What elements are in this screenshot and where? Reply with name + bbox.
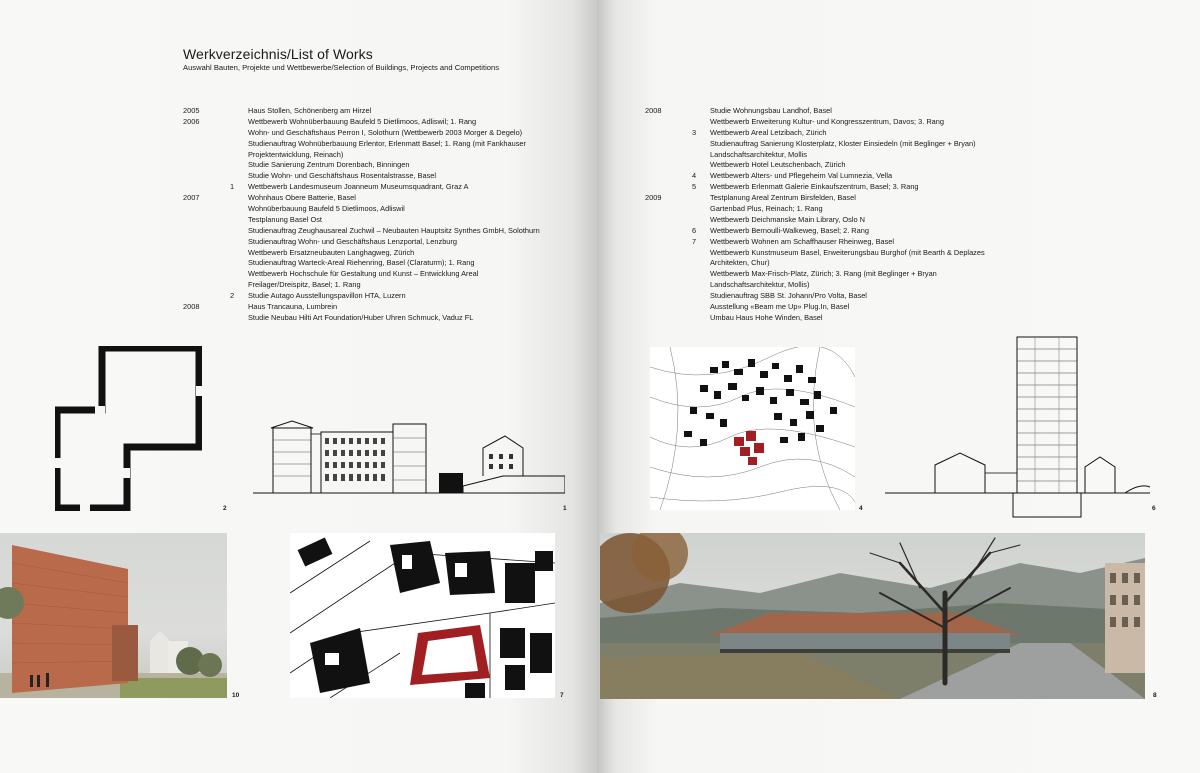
list-item bbox=[645, 215, 975, 226]
figure-ref bbox=[230, 237, 248, 248]
year-label bbox=[645, 237, 692, 248]
work-title: Wohnüberbauung Baufeld 5 Dietlimoos, Adliswil bbox=[248, 204, 405, 214]
year-label bbox=[183, 280, 230, 291]
figure-ref bbox=[692, 313, 710, 324]
work-title: Wettbewerb Wohnüberbauung Baufeld 5 Dietlimoos, Adliswil; 1. Rang bbox=[248, 116, 477, 126]
figure-ref bbox=[692, 258, 710, 269]
list-item bbox=[183, 313, 513, 324]
list-item bbox=[183, 171, 513, 182]
work-title: Wohnhaus Obere Batterie, Basel bbox=[248, 193, 356, 203]
figure-ref bbox=[230, 313, 248, 324]
list-item bbox=[183, 269, 513, 280]
work-title: Landschaftsarchitektur, Mollis) bbox=[710, 280, 810, 290]
work-title: Studie Wohn- und Geschäftshaus Rosentalstrasse, Basel bbox=[248, 171, 437, 181]
figure-ref bbox=[692, 106, 710, 117]
list-item bbox=[645, 291, 975, 302]
year-label bbox=[645, 215, 692, 226]
figure-ref bbox=[230, 150, 248, 161]
year-label: 2005 bbox=[183, 106, 200, 115]
year-label bbox=[183, 182, 230, 193]
list-item bbox=[183, 258, 513, 269]
figure-ref: 3 bbox=[692, 127, 697, 137]
list-item bbox=[183, 225, 540, 237]
list-item bbox=[645, 182, 975, 193]
list-item bbox=[183, 127, 523, 139]
list-item bbox=[645, 171, 975, 182]
brick-building-rendering bbox=[0, 533, 227, 698]
figure-ref bbox=[230, 106, 248, 117]
year-label bbox=[645, 313, 692, 324]
year-label: 2008 bbox=[183, 302, 200, 312]
figure-ref bbox=[230, 117, 248, 128]
list-item bbox=[645, 193, 975, 204]
year-label bbox=[645, 160, 692, 171]
list-item bbox=[645, 117, 975, 128]
year-label bbox=[645, 171, 692, 182]
figure-ref bbox=[230, 226, 248, 237]
year-label bbox=[645, 226, 692, 237]
list-item bbox=[645, 204, 975, 215]
figure-ref bbox=[230, 204, 248, 215]
year-label bbox=[645, 269, 692, 280]
list-item bbox=[645, 237, 975, 248]
work-title: Wohn- und Geschäftshaus Perron I, Solothurn (Wettbewerb 2003 Morger & Degelo) bbox=[248, 127, 523, 137]
year-label: 2009 bbox=[645, 193, 662, 203]
work-title: Studienauftrag Wohn- und Geschäftshaus Lenzportal, Lenzburg bbox=[248, 236, 457, 246]
list-item bbox=[645, 313, 975, 324]
figure-number: 6 bbox=[1152, 505, 1156, 512]
year-label bbox=[645, 150, 692, 161]
figure-ref bbox=[692, 291, 710, 302]
year-label bbox=[645, 204, 692, 215]
year-label bbox=[183, 150, 230, 161]
figure-ref bbox=[230, 302, 248, 313]
work-title: Studie Sanierung Zentrum Dorenbach, Binningen bbox=[248, 160, 410, 170]
work-title: Wettbewerb Erlenmatt Galerie Einkaufszentrum, Basel; 3. Rang bbox=[710, 182, 919, 192]
work-title: Studienauftrag Warteck-Areal Riehenring, Basel (Claraturm); 1. Rang bbox=[248, 258, 475, 268]
year-label bbox=[183, 269, 230, 280]
year-label bbox=[183, 237, 230, 248]
work-title: Haus Stollen, Schönenberg am Hirzel bbox=[248, 106, 372, 115]
year-label bbox=[645, 258, 692, 269]
year-label bbox=[183, 226, 230, 237]
figure-ref bbox=[692, 117, 710, 128]
work-title: Wettbewerb Alters- und Pflegeheim Val Lumnezia, Vella bbox=[710, 171, 893, 181]
work-title: Studienauftrag SBB St. Johann/Pro Volta, Basel bbox=[710, 291, 867, 301]
page-title: Werkverzeichnis/List of Works bbox=[183, 46, 373, 62]
figure-ref bbox=[692, 302, 710, 313]
year-label bbox=[645, 291, 692, 302]
figure-ref bbox=[692, 160, 710, 171]
year-label bbox=[183, 258, 230, 269]
figure-ref: 1 bbox=[230, 182, 235, 192]
work-title: Umbau Haus Hohe Winden, Basel bbox=[710, 312, 823, 322]
work-title: Testplanung Areal Zentrum Birsfelden, Basel bbox=[710, 193, 856, 203]
page-subtitle: Auswahl Bauten, Projekte und Wettbewerbe/Selection of Buildings, Projects and Competitions bbox=[183, 63, 500, 72]
floor-plan-figure bbox=[55, 346, 202, 511]
list-item bbox=[183, 291, 513, 302]
work-title: Wettbewerb Ersatzneubauten Langhagweg, Zürich bbox=[248, 247, 415, 257]
year-label bbox=[645, 139, 692, 150]
year-label bbox=[645, 182, 692, 193]
figure-ref: 2 bbox=[230, 291, 235, 301]
work-title: Wettbewerb Wohnen am Schaffhauser Rheinweg, Basel bbox=[710, 236, 895, 246]
figure-ref bbox=[230, 171, 248, 182]
year-label: 2008 bbox=[645, 106, 662, 115]
work-title: Ausstellung «Beam me Up» Plug.In, Basel bbox=[710, 302, 850, 312]
list-item bbox=[183, 106, 513, 117]
list-item bbox=[645, 302, 975, 313]
year-label bbox=[183, 171, 230, 182]
work-title: Studienauftrag Wohnüberbauung Erlentor, Erlenmatt Basel; 1. Rang (mit Fankhauser bbox=[248, 138, 526, 148]
figure-number: 7 bbox=[560, 692, 564, 699]
work-title: Wettbewerb Kunstmuseum Basel, Erweiterungsbau Burghof (mit Bearth & Deplazes bbox=[710, 247, 985, 257]
pavilion-panorama-rendering bbox=[600, 533, 1145, 699]
year-label bbox=[183, 128, 230, 139]
work-title: Studienauftrag Zeughausareal Zuchwil – Neubauten Hauptsitz Synthes GmbH, Solothurn bbox=[248, 225, 540, 235]
figure-ref: 4 bbox=[692, 171, 697, 181]
figure-ref bbox=[692, 248, 710, 259]
list-item bbox=[183, 280, 513, 291]
year-label bbox=[183, 291, 230, 302]
work-title: Testplanung Basel Ost bbox=[248, 214, 322, 224]
work-title: Studie Autago Ausstellungspavillon HTA, Luzern bbox=[248, 291, 406, 301]
figure-number: 8 bbox=[1153, 692, 1157, 699]
year-label bbox=[183, 313, 230, 324]
figure-ref bbox=[230, 269, 248, 280]
figure-ref: 5 bbox=[692, 182, 697, 192]
list-item bbox=[645, 139, 975, 150]
figure-ref bbox=[692, 193, 710, 204]
list-item bbox=[183, 150, 513, 161]
list-item bbox=[645, 106, 975, 117]
work-title: Freilager/Dreispitz, Basel; 1. Rang bbox=[248, 280, 361, 290]
figure-ref bbox=[230, 280, 248, 291]
work-title: Studie Wohnungsbau Landhof, Basel bbox=[710, 106, 832, 115]
work-title: Wettbewerb Max-Frisch-Platz, Zürich; 3. Rang (mit Beglinger + Bryan bbox=[710, 269, 937, 279]
figure-ref bbox=[230, 258, 248, 269]
work-title: Studienauftrag Sanierung Klosterplatz, Kloster Einsiedeln (mit Beglinger + Bryan) bbox=[710, 138, 976, 148]
list-item bbox=[645, 258, 975, 269]
work-title: Architekten, Chur) bbox=[710, 258, 770, 268]
figure-number: 1 bbox=[563, 505, 567, 512]
figure-ref bbox=[230, 248, 248, 259]
figure-ref bbox=[230, 215, 248, 226]
year-label bbox=[645, 117, 692, 128]
figure-ref bbox=[692, 204, 710, 215]
figure-ref bbox=[692, 139, 710, 150]
year-label bbox=[183, 248, 230, 259]
figure-number: 2 bbox=[223, 505, 227, 512]
figure-ref bbox=[230, 193, 248, 204]
list-item bbox=[645, 150, 975, 161]
year-label bbox=[645, 128, 692, 139]
work-title: Wettbewerb Hotel Leutschenbach, Zürich bbox=[710, 160, 846, 170]
figure-ref bbox=[692, 269, 710, 280]
year-label bbox=[183, 139, 230, 150]
list-item bbox=[183, 248, 513, 259]
list-item bbox=[183, 160, 513, 171]
works-list-left bbox=[183, 106, 540, 324]
work-title: Gartenbad Plus, Reinach; 1. Rang bbox=[710, 204, 823, 214]
list-item bbox=[183, 138, 526, 150]
year-label bbox=[645, 248, 692, 259]
list-item bbox=[183, 193, 513, 204]
figure-ref bbox=[692, 150, 710, 161]
left-page bbox=[0, 0, 597, 773]
list-item bbox=[645, 247, 985, 259]
figure-ref: 6 bbox=[692, 225, 697, 235]
museum-section-drawing bbox=[253, 418, 565, 500]
work-title: Haus Trancauna, Lumbrein bbox=[248, 302, 338, 312]
list-item bbox=[645, 226, 975, 237]
list-item bbox=[183, 302, 513, 313]
list-item bbox=[183, 237, 513, 248]
work-title: Studie Neubau Hilti Art Foundation/Huber Uhren Schmuck, Vaduz FL bbox=[248, 312, 474, 322]
year-label bbox=[645, 280, 692, 291]
work-title: Wettbewerb Bernoulli-Walkeweg, Basel; 2. Rang bbox=[710, 225, 869, 235]
list-item bbox=[645, 128, 975, 139]
figure-number: 4 bbox=[859, 505, 863, 512]
year-label bbox=[183, 204, 230, 215]
list-item bbox=[645, 160, 975, 171]
year-label bbox=[645, 302, 692, 313]
year-label: 2006 bbox=[183, 116, 200, 126]
figure-ref bbox=[692, 215, 710, 226]
work-title: Wettbewerb Landesmuseum Joanneum Museumsquadrant, Graz A bbox=[248, 182, 469, 192]
year-label: 2007 bbox=[183, 193, 200, 203]
figure-ref bbox=[230, 128, 248, 139]
work-title: Wettbewerb Deichmanske Main Library, Oslo N bbox=[710, 214, 865, 224]
year-label bbox=[183, 215, 230, 226]
list-item bbox=[645, 269, 975, 280]
tower-section-drawing bbox=[885, 335, 1150, 520]
list-item bbox=[183, 182, 513, 193]
list-item bbox=[645, 280, 975, 291]
village-map-figure bbox=[650, 347, 855, 510]
year-label bbox=[183, 160, 230, 171]
figure-number: 10 bbox=[232, 692, 240, 699]
list-item bbox=[183, 204, 513, 215]
work-title: Wettbewerb Hochschule für Gestaltung und Kunst – Entwicklung Areal bbox=[248, 269, 479, 279]
right-page bbox=[597, 0, 1200, 773]
list-item bbox=[183, 215, 513, 226]
work-title: Wettbewerb Erweiterung Kultur- und Kongresszentrum, Davos; 3. Rang bbox=[710, 116, 945, 126]
figure-ref bbox=[230, 139, 248, 150]
figure-ref bbox=[230, 160, 248, 171]
figure-ref bbox=[692, 280, 710, 291]
list-item bbox=[183, 117, 513, 128]
work-title: Projektentwicklung, Reinach) bbox=[248, 149, 344, 159]
works-list-right bbox=[645, 106, 985, 324]
work-title: Wettbewerb Areal Letzibach, Zürich bbox=[710, 127, 827, 137]
work-title: Landschaftsarchitektur, Mollis bbox=[710, 149, 807, 159]
site-plan-figure bbox=[290, 533, 555, 698]
figure-ref: 7 bbox=[692, 236, 697, 246]
